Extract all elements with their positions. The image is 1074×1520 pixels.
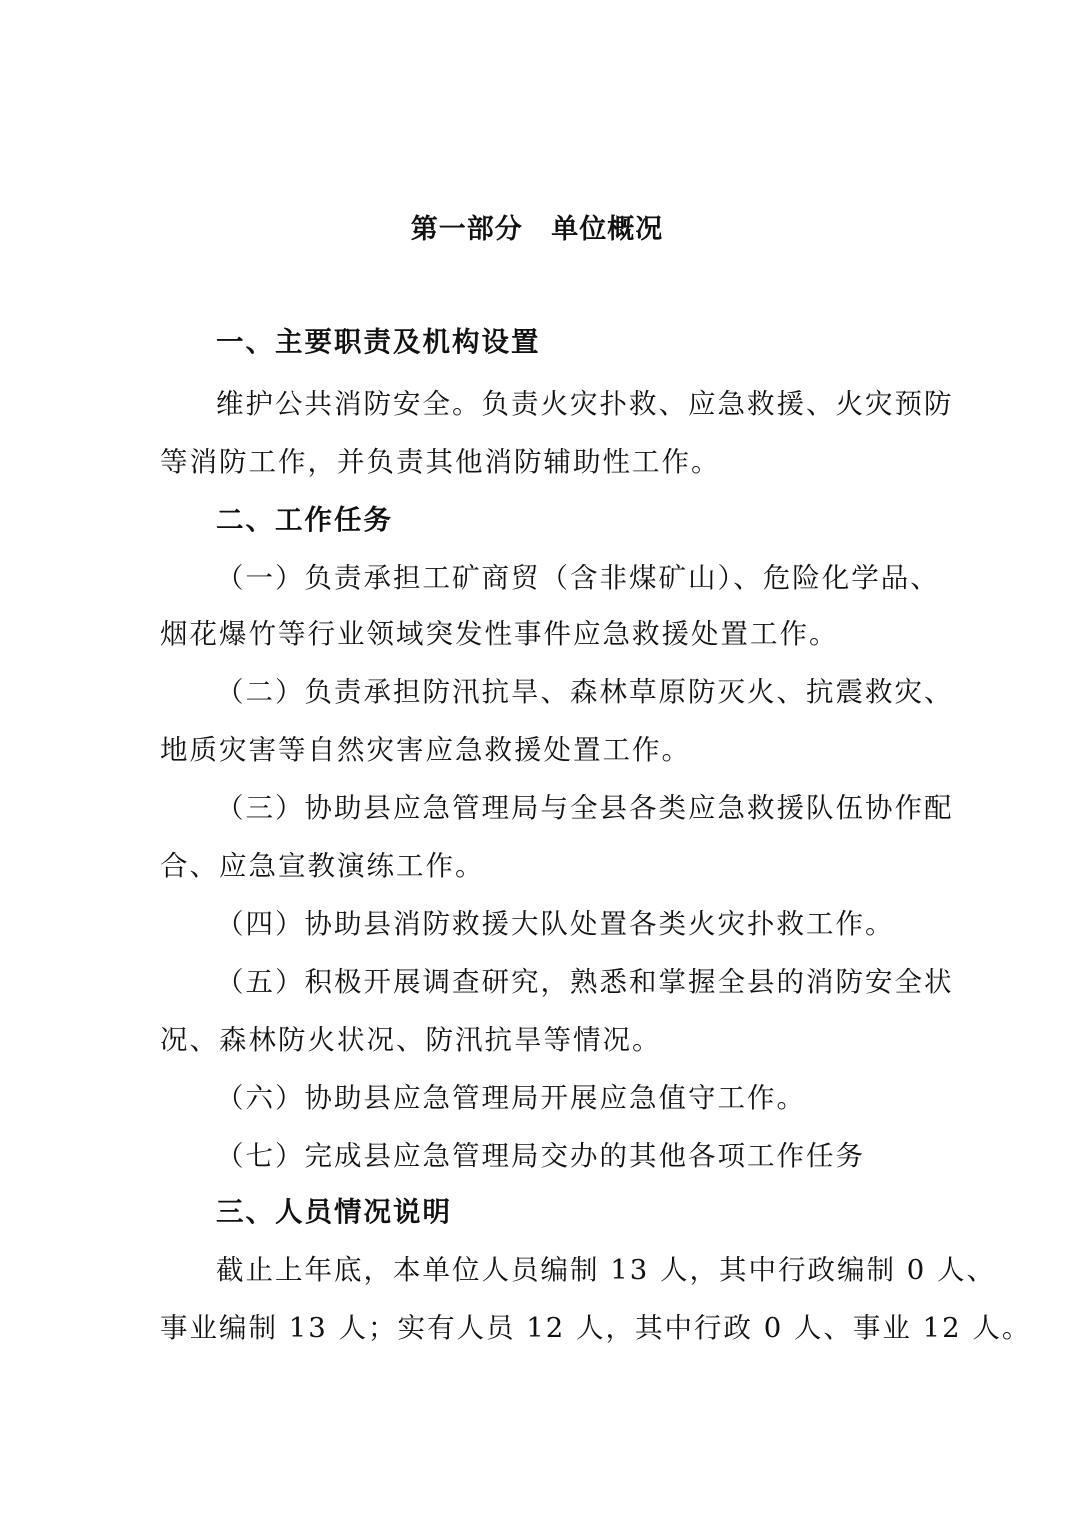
list-item: （一）负责承担工矿商贸（含非煤矿山）、危险化学品、	[216, 562, 940, 594]
paragraph-line: 维护公共消防安全。负责火灾扑救、应急救援、火灾预防	[216, 388, 954, 420]
list-item: （四）协助县消防救援大队处置各类火灾扑救工作。	[216, 908, 895, 940]
list-item: （五）积极开展调查研究，熟悉和掌握全县的消防安全状	[216, 966, 954, 998]
page-title: 第一部分 单位概况	[410, 214, 664, 245]
section-heading-duties: 一、主要职责及机构设置	[216, 326, 541, 358]
paragraph-line: 事业编制 13 人；实有人员 12 人，其中行政 0 人、事业 12 人。	[160, 1312, 1032, 1344]
paragraph-line: 截止上年底，本单位人员编制 13 人，其中行政编制 0 人、	[216, 1254, 996, 1286]
list-item: （六）协助县应急管理局开展应急值守工作。	[216, 1082, 806, 1114]
list-item: （三）协助县应急管理局与全县各类应急救援队伍协作配	[216, 792, 954, 824]
section-heading-staffing: 三、人员情况说明	[216, 1196, 452, 1228]
list-item-continuation: 烟花爆竹等行业领域突发性事件应急救援处置工作。	[160, 618, 839, 650]
list-item-continuation: 合、应急宣教演练工作。	[160, 850, 485, 882]
list-item: （二）负责承担防汛抗旱、森林草原防灭火、抗震救灾、	[216, 676, 954, 708]
list-item-continuation: 况、森林防火状况、防汛抗旱等情况。	[160, 1024, 662, 1056]
section-heading-tasks: 二、工作任务	[216, 504, 393, 536]
paragraph-line: 等消防工作，并负责其他消防辅助性工作。	[160, 446, 721, 478]
list-item: （七）完成县应急管理局交办的其他各项工作任务	[216, 1140, 865, 1172]
list-item-continuation: 地质灾害等自然灾害应急救援处置工作。	[160, 734, 691, 766]
